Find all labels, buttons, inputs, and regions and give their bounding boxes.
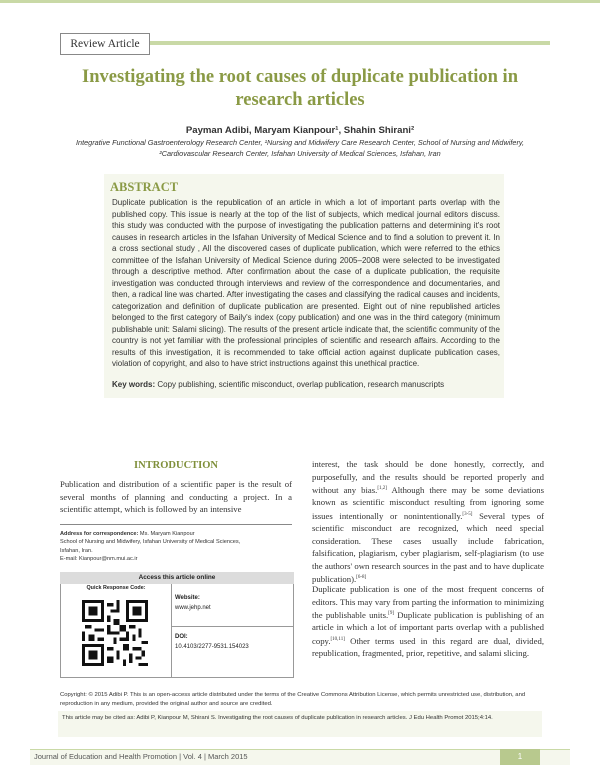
copyright-notice: Copyright: © 2015 Adibi P. This is an open-access article distributed under the terms of the Creative Commons Attribution License, which permits unrestricted use, distribution, and reproduction in any medium, provided the original author and source are credited. [60, 692, 526, 707]
keywords [112, 380, 500, 389]
correspondence-rule [60, 524, 292, 525]
correspondence-line2: Isfahan, Iran. [60, 547, 93, 554]
introduction-paragraph-right-2: Duplicate publication is one of the most frequent concerns of editors. This may vary from parting the information to minimizing the publishable units.[9] Duplicate publication is publishing of an article in which a lot of important parts overlap with a published copy.[10,11] Other terms used in this regard are dual, divided, republication, fragmented, prior, repetitive, and salami slicing. [312, 584, 545, 659]
qr-code-icon[interactable] [82, 600, 148, 666]
introduction-paragraph-left: Publication and distribution of a scientific paper is the result of several months of planning and conducting a project. In a scientific attempt, which is followed by an intensive [60, 479, 292, 514]
doi-label: DOI: [175, 634, 188, 640]
correspondence-line1: School of Nursing and Midwifery, Isfahan University of Medical Sciences, [60, 539, 241, 546]
author-list: Payman Adibi, Maryam Kianpour¹, Shahin Shirani² [185, 125, 415, 136]
correspondence-block [60, 530, 292, 563]
keywords-label: Key words: [112, 380, 156, 389]
correspondence-label: Address for correspondence: [60, 531, 139, 537]
article-title: Investigating the root causes of duplicate publication in research articles [82, 67, 518, 110]
affiliations: Integrative Functional Gastroenterology Research Center, ¹Nursing and Midwifery Care Research Center, School of Nursing and Midwifery, ²Cardiovascular Research Center, Isfahan University of Medical Sciences, Isfahan, Iran [75, 138, 525, 158]
top-accent-bar [0, 0, 600, 3]
table-divider-vertical [171, 584, 172, 677]
website-label: Website: [175, 595, 200, 601]
correspondence-name: Ms. Maryam Kianpour [139, 531, 195, 537]
abstract-body: Duplicate publication is the republication of an article in which a lot of important parts overlap with the published copy. This issue is nearly at the top of the list of subjects, which medical journal editors discuss. this study was conducted with the purpose of investigating the publication patterns and determining it's root causes in research articles in the Isfahan University of Medical Science and to find a solution to prevent it. In a cross sectional study , All the discovered cases of duplicate publication, which were referred to the ethics committee of the Isfahan University of Medical Science during 2005–2008 were selected to be investigated through a descriptive method. After confirmation about the case of a duplicate publication, the requisite investigation was conducted through interviews and review of the correspondence and documentaries, and then, a radical line was charted. After investigating the cases and classifying the radical causes and incidents, categorization and definition of duplicate publication are presented. Eight out of nine republished articles belonged to the first category of Baily's index (copy publication) and one was in the third category (minimum publishable unit: Salami slicing). The results of the present article indicate that, the scientific community of the country is not yet familiar with the professional principles of scientific and research affairs. According to the results of this investigation, it is recommended to take official action against duplicate publication cases, violation of copyright, and also to have strict instructions against this unethical practice. [112, 198, 500, 368]
page-number: 1 [500, 749, 540, 765]
keywords-value: Copy publishing, scientific misconduct, overlap publication, research manuscripts [157, 380, 445, 389]
introduction-heading: INTRODUCTION [133, 460, 218, 471]
footer-rule [30, 749, 570, 750]
qr-label: Quick Response Code: [86, 585, 146, 591]
article-type-tag: Review Article [60, 33, 150, 55]
correspondence-email[interactable]: E-mail: Kianpour@nm.mui.ac.ir [60, 555, 138, 562]
access-heading: Access this article online [60, 572, 294, 584]
abstract-heading: ABSTRACT [110, 180, 179, 194]
introduction-paragraph-right-1: interest, the task should be done honestly, correctly, and purposefully, and the results should be reported properly and without any bias.[1,2] Although there may be some deviations known as scientific misconduct resulting from ignoring some issues intentionally or nonintentionally.[3-5] Several types of scientific misconduct are recognized, which need special consideration. These cases usually include fabrication, falsification, plagiarism, cyber plagiarism, self-plagiarism (to use the authors' own research sources in the past and to have duplicate publication).[6-8] [312, 459, 545, 585]
citation-text: This article may be cited as: Adibi P, Kianpour M, Shirani S. Investigating the root causes of duplicate publication in research articles. J Edu Health Promot 2015;4:14. [62, 715, 493, 721]
footer-journal: Journal of Education and Health Promotion | Vol. 4 | March 2015 [34, 752, 248, 761]
doi-link[interactable]: 10.4103/2277-9531.154023 [175, 644, 249, 650]
table-divider-horizontal [171, 626, 294, 627]
website-link[interactable]: www.jehp.net [175, 605, 211, 611]
header-rule [150, 41, 550, 45]
